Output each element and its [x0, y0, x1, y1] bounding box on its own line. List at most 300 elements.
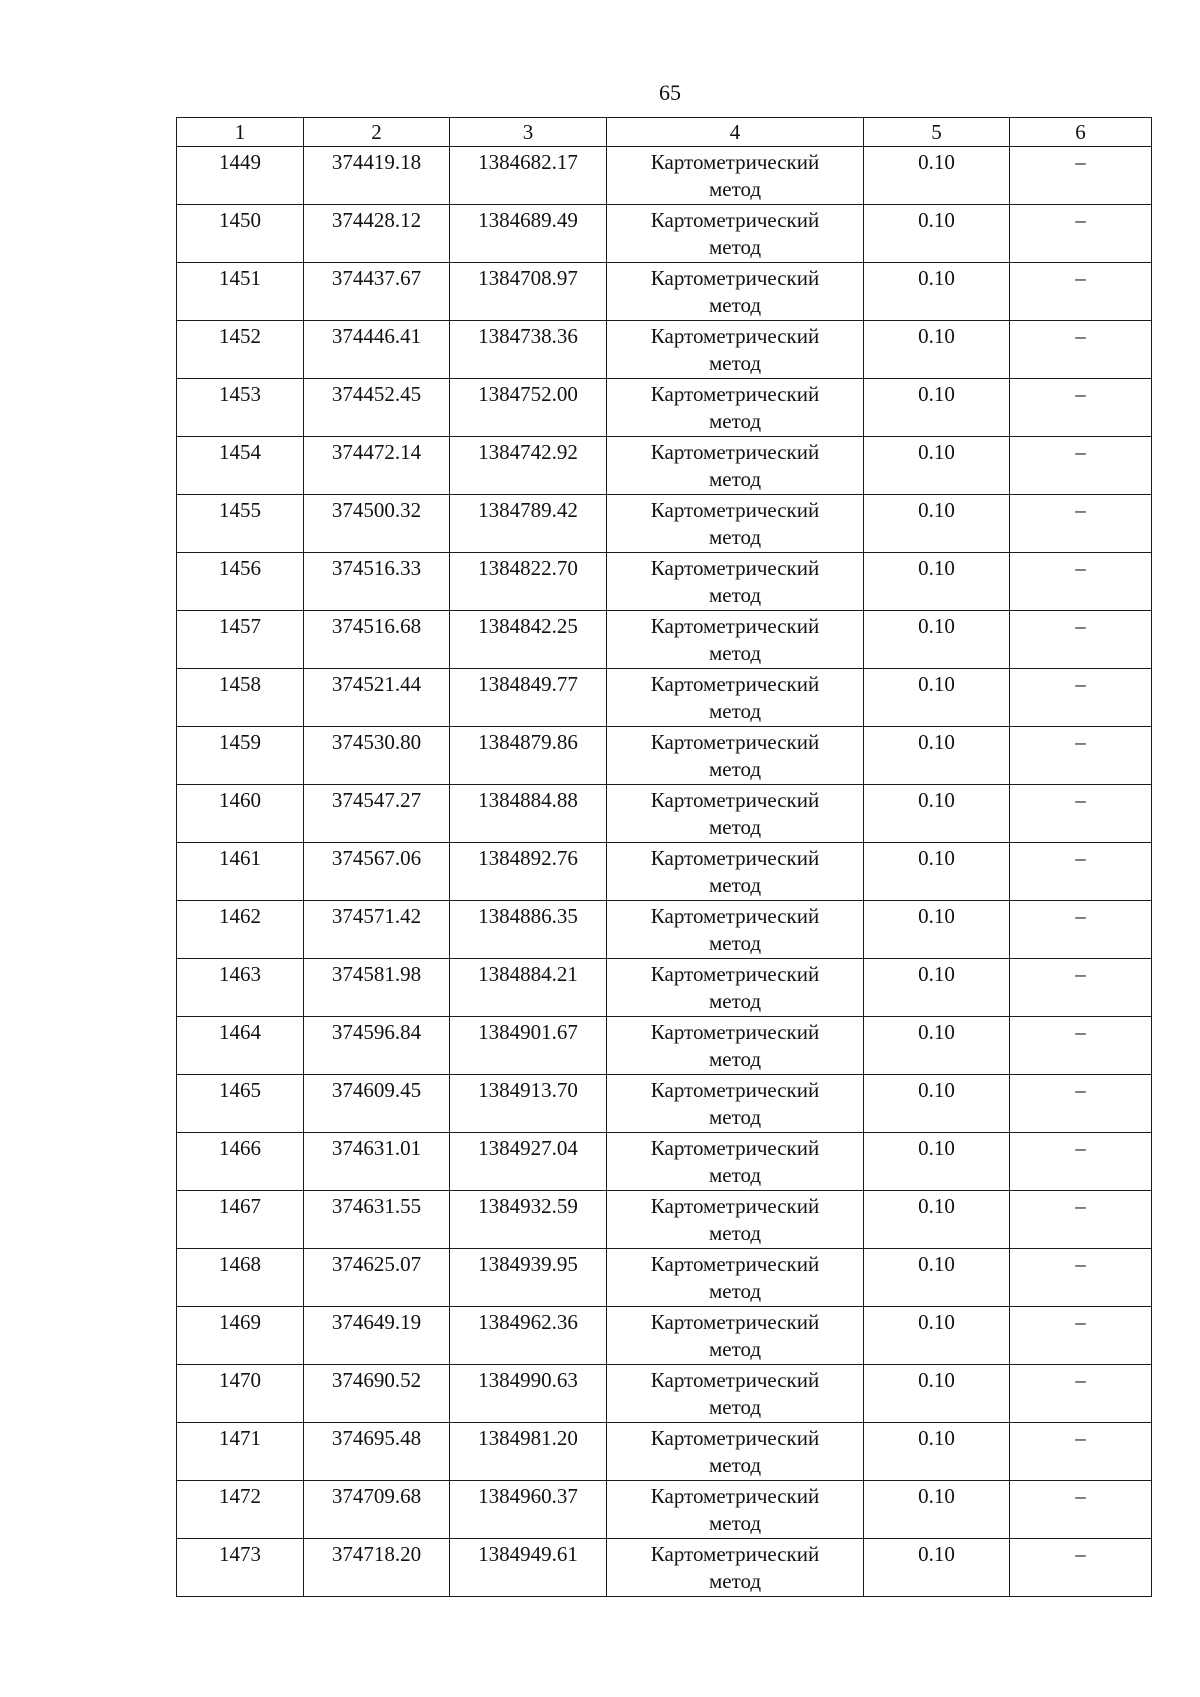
method-line-1: Картометрический: [650, 1426, 820, 1450]
accuracy-cell-text: 0.10: [918, 962, 955, 986]
accuracy-cell: [864, 959, 1010, 1017]
note-cell-text: –: [1075, 208, 1086, 232]
x-coordinate-cell-text: 374437.67: [331, 266, 422, 290]
x-coordinate-cell-text: 374516.68: [331, 614, 422, 638]
y-coordinate-cell-text: 1384738.36: [478, 324, 578, 348]
table-row: [177, 495, 1152, 553]
y-coordinate-cell-text: 1384884.88: [478, 788, 578, 812]
point-number-cell-text: 1450: [219, 208, 261, 232]
accuracy-cell: [864, 321, 1010, 379]
method-cell: [607, 1249, 864, 1307]
note-cell: [1010, 1191, 1152, 1249]
point-number-cell: [177, 1481, 304, 1539]
method-line-2: метод: [708, 1395, 762, 1419]
table-row: [177, 785, 1152, 843]
x-coordinate-cell: [304, 959, 450, 1017]
method-line-2: метод: [708, 699, 762, 723]
method-line-1: Картометрический: [650, 730, 820, 754]
accuracy-cell-text: 0.10: [918, 1252, 955, 1276]
y-coordinate-cell-text: 1384742.92: [478, 440, 578, 464]
x-coordinate-cell-text: 374547.27: [331, 788, 422, 812]
point-number-cell: [177, 1539, 304, 1597]
x-coordinate-cell-text: 374419.18: [331, 150, 422, 174]
point-number-cell-text: 1473: [219, 1542, 261, 1566]
method-line-2: метод: [708, 1047, 762, 1071]
point-number-cell-text: 1466: [219, 1136, 261, 1160]
x-coordinate-cell-text: 374530.80: [331, 730, 422, 754]
y-coordinate-cell-text: 1384752.00: [478, 382, 578, 406]
x-coordinate-cell: [304, 785, 450, 843]
method-line-1: Картометрический: [650, 1252, 820, 1276]
x-coordinate-cell: [304, 321, 450, 379]
method-line-2: метод: [708, 1511, 762, 1535]
accuracy-cell: [864, 1249, 1010, 1307]
method-cell: [607, 379, 864, 437]
column-header-4: 4: [607, 118, 864, 147]
y-coordinate-cell-text: 1384849.77: [478, 672, 578, 696]
method-line-1: Картометрический: [650, 324, 820, 348]
point-number-cell-text: 1469: [219, 1310, 261, 1334]
x-coordinate-cell: [304, 1365, 450, 1423]
x-coordinate-cell: [304, 843, 450, 901]
accuracy-cell-text: 0.10: [918, 614, 955, 638]
x-coordinate-cell: [304, 1249, 450, 1307]
note-cell-text: –: [1075, 1542, 1086, 1566]
table-row: [177, 321, 1152, 379]
note-cell: [1010, 1249, 1152, 1307]
method-line-1: Картометрический: [650, 1368, 820, 1392]
x-coordinate-cell-text: 374631.01: [331, 1136, 422, 1160]
method-cell: [607, 959, 864, 1017]
method-line-2: метод: [708, 1453, 762, 1477]
point-number-cell-text: 1463: [219, 962, 261, 986]
point-number-cell-text: 1451: [219, 266, 261, 290]
x-coordinate-cell: [304, 205, 450, 263]
y-coordinate-cell-text: 1384913.70: [478, 1078, 578, 1102]
note-cell-text: –: [1075, 1310, 1086, 1334]
x-coordinate-cell-text: 374649.19: [331, 1310, 422, 1334]
x-coordinate-cell: [304, 495, 450, 553]
method-line-1: Картометрический: [650, 498, 820, 522]
method-line-2: метод: [708, 757, 762, 781]
y-coordinate-cell-text: 1384960.37: [478, 1484, 578, 1508]
x-coordinate-cell-text: 374631.55: [331, 1194, 422, 1218]
method-line-1: Картометрический: [650, 1542, 820, 1566]
note-cell-text: –: [1075, 1484, 1086, 1508]
note-cell-text: –: [1075, 1368, 1086, 1392]
x-coordinate-cell: [304, 727, 450, 785]
accuracy-cell-text: 0.10: [918, 672, 955, 696]
point-number-cell: [177, 843, 304, 901]
y-coordinate-cell-text: 1384789.42: [478, 498, 578, 522]
table-row: [177, 1133, 1152, 1191]
method-line-2: метод: [708, 351, 762, 375]
method-cell: [607, 147, 864, 205]
accuracy-cell: [864, 843, 1010, 901]
point-number-cell-text: 1462: [219, 904, 261, 928]
y-coordinate-cell-text: 1384927.04: [478, 1136, 578, 1160]
x-coordinate-cell-text: 374472.14: [331, 440, 422, 464]
accuracy-cell: [864, 1423, 1010, 1481]
method-line-2: метод: [708, 873, 762, 897]
accuracy-cell-text: 0.10: [918, 904, 955, 928]
accuracy-cell-text: 0.10: [918, 1020, 955, 1044]
point-number-cell: [177, 611, 304, 669]
table-row: [177, 263, 1152, 321]
method-line-2: метод: [708, 1221, 762, 1245]
note-cell: [1010, 611, 1152, 669]
x-coordinate-cell: [304, 1133, 450, 1191]
y-coordinate-cell: [450, 1539, 607, 1597]
method-line-1: Картометрический: [650, 150, 820, 174]
x-coordinate-cell-text: 374695.48: [331, 1426, 422, 1450]
accuracy-cell: [864, 437, 1010, 495]
note-cell-text: –: [1075, 266, 1086, 290]
note-cell-text: –: [1075, 614, 1086, 638]
y-coordinate-cell: [450, 205, 607, 263]
point-number-cell-text: 1458: [219, 672, 261, 696]
point-number-cell-text: 1470: [219, 1368, 261, 1392]
point-number-cell-text: 1460: [219, 788, 261, 812]
accuracy-cell-text: 0.10: [918, 846, 955, 870]
x-coordinate-cell-text: 374609.45: [331, 1078, 422, 1102]
point-number-cell: [177, 263, 304, 321]
y-coordinate-cell: [450, 1017, 607, 1075]
point-number-cell-text: 1453: [219, 382, 261, 406]
point-number-cell-text: 1472: [219, 1484, 261, 1508]
point-number-cell: [177, 785, 304, 843]
method-line-1: Картометрический: [650, 382, 820, 406]
accuracy-cell-text: 0.10: [918, 1484, 955, 1508]
x-coordinate-cell: [304, 669, 450, 727]
y-coordinate-cell: [450, 321, 607, 379]
note-cell: [1010, 437, 1152, 495]
note-cell-text: –: [1075, 498, 1086, 522]
y-coordinate-cell: [450, 1249, 607, 1307]
note-cell: [1010, 669, 1152, 727]
coordinates-table: [176, 117, 1152, 1597]
point-number-cell-text: 1454: [219, 440, 261, 464]
note-cell: [1010, 1539, 1152, 1597]
table-row: [177, 1191, 1152, 1249]
method-line-1: Картометрический: [650, 440, 820, 464]
accuracy-cell-text: 0.10: [918, 556, 955, 580]
y-coordinate-cell: [450, 959, 607, 1017]
method-cell: [607, 1423, 864, 1481]
accuracy-cell: [864, 553, 1010, 611]
x-coordinate-cell: [304, 1539, 450, 1597]
page-number: 65: [659, 80, 681, 105]
x-coordinate-cell: [304, 1075, 450, 1133]
method-line-1: Картометрический: [650, 962, 820, 986]
method-line-1: Картометрический: [650, 208, 820, 232]
method-line-2: метод: [708, 815, 762, 839]
accuracy-cell-text: 0.10: [918, 1136, 955, 1160]
y-coordinate-cell-text: 1384884.21: [478, 962, 578, 986]
x-coordinate-cell-text: 374596.84: [331, 1020, 422, 1044]
accuracy-cell-text: 0.10: [918, 324, 955, 348]
table-row: [177, 901, 1152, 959]
accuracy-cell: [864, 1481, 1010, 1539]
x-coordinate-cell: [304, 1481, 450, 1539]
method-line-1: Картометрический: [650, 1136, 820, 1160]
point-number-cell: [177, 147, 304, 205]
note-cell: [1010, 205, 1152, 263]
method-cell: [607, 1075, 864, 1133]
x-coordinate-cell-text: 374452.45: [331, 382, 422, 406]
accuracy-cell: [864, 901, 1010, 959]
note-cell-text: –: [1075, 672, 1086, 696]
accuracy-cell: [864, 1075, 1010, 1133]
y-coordinate-cell: [450, 785, 607, 843]
point-number-cell: [177, 495, 304, 553]
accuracy-cell-text: 0.10: [918, 266, 955, 290]
method-line-1: Картометрический: [650, 904, 820, 928]
note-cell-text: –: [1075, 440, 1086, 464]
table-header: [177, 118, 1152, 147]
point-number-cell: [177, 1133, 304, 1191]
y-coordinate-cell: [450, 727, 607, 785]
method-cell: [607, 263, 864, 321]
table-row: [177, 1249, 1152, 1307]
accuracy-cell: [864, 727, 1010, 785]
note-cell-text: –: [1075, 1194, 1086, 1218]
note-cell: [1010, 901, 1152, 959]
point-number-cell: [177, 1423, 304, 1481]
note-cell: [1010, 1075, 1152, 1133]
y-coordinate-cell: [450, 379, 607, 437]
method-cell: [607, 727, 864, 785]
accuracy-cell-text: 0.10: [918, 1078, 955, 1102]
table-row: [177, 1075, 1152, 1133]
method-line-2: метод: [708, 583, 762, 607]
method-line-2: метод: [708, 1337, 762, 1361]
method-line-2: метод: [708, 177, 762, 201]
method-line-1: Картометрический: [650, 266, 820, 290]
y-coordinate-cell-text: 1384689.49: [478, 208, 578, 232]
x-coordinate-cell: [304, 379, 450, 437]
y-coordinate-cell-text: 1384939.95: [478, 1252, 578, 1276]
x-coordinate-cell: [304, 147, 450, 205]
y-coordinate-cell: [450, 263, 607, 321]
accuracy-cell-text: 0.10: [918, 498, 955, 522]
method-line-1: Картометрический: [650, 672, 820, 696]
method-cell: [607, 495, 864, 553]
point-number-cell-text: 1465: [219, 1078, 261, 1102]
point-number-cell-text: 1471: [219, 1426, 261, 1450]
note-cell: [1010, 321, 1152, 379]
note-cell-text: –: [1075, 1020, 1086, 1044]
column-header-1: 1: [177, 118, 304, 147]
note-cell-text: –: [1075, 962, 1086, 986]
accuracy-cell-text: 0.10: [918, 208, 955, 232]
note-cell-text: –: [1075, 150, 1086, 174]
note-cell: [1010, 1017, 1152, 1075]
method-cell: [607, 321, 864, 379]
point-number-cell: [177, 379, 304, 437]
y-coordinate-cell: [450, 1365, 607, 1423]
y-coordinate-cell: [450, 901, 607, 959]
x-coordinate-cell-text: 374690.52: [331, 1368, 422, 1392]
table-row: [177, 1481, 1152, 1539]
y-coordinate-cell: [450, 1307, 607, 1365]
point-number-cell-text: 1449: [219, 150, 261, 174]
table-row: [177, 843, 1152, 901]
note-cell: [1010, 843, 1152, 901]
column-header-3: 3: [450, 118, 607, 147]
point-number-cell-text: 1452: [219, 324, 261, 348]
accuracy-cell: [864, 495, 1010, 553]
point-number-cell: [177, 1307, 304, 1365]
y-coordinate-cell: [450, 437, 607, 495]
table-body: [177, 147, 1152, 1597]
note-cell: [1010, 379, 1152, 437]
method-line-2: метод: [708, 931, 762, 955]
note-cell: [1010, 263, 1152, 321]
x-coordinate-cell-text: 374567.06: [331, 846, 422, 870]
note-cell-text: –: [1075, 730, 1086, 754]
y-coordinate-cell-text: 1384981.20: [478, 1426, 578, 1450]
y-coordinate-cell: [450, 1423, 607, 1481]
note-cell: [1010, 785, 1152, 843]
method-cell: [607, 1133, 864, 1191]
x-coordinate-cell-text: 374709.68: [331, 1484, 422, 1508]
y-coordinate-cell-text: 1384962.36: [478, 1310, 578, 1334]
point-number-cell-text: 1468: [219, 1252, 261, 1276]
point-number-cell-text: 1459: [219, 730, 261, 754]
y-coordinate-cell: [450, 553, 607, 611]
x-coordinate-cell-text: 374521.44: [331, 672, 422, 696]
accuracy-cell: [864, 669, 1010, 727]
method-cell: [607, 669, 864, 727]
x-coordinate-cell-text: 374581.98: [331, 962, 422, 986]
point-number-cell-text: 1467: [219, 1194, 261, 1218]
accuracy-cell-text: 0.10: [918, 1426, 955, 1450]
method-line-2: метод: [708, 525, 762, 549]
accuracy-cell: [864, 263, 1010, 321]
x-coordinate-cell: [304, 611, 450, 669]
x-coordinate-cell: [304, 901, 450, 959]
x-coordinate-cell-text: 374500.32: [331, 498, 422, 522]
y-coordinate-cell-text: 1384932.59: [478, 1194, 578, 1218]
method-cell: [607, 1481, 864, 1539]
point-number-cell: [177, 669, 304, 727]
x-coordinate-cell: [304, 263, 450, 321]
accuracy-cell-text: 0.10: [918, 1310, 955, 1334]
accuracy-cell-text: 0.10: [918, 150, 955, 174]
note-cell-text: –: [1075, 1426, 1086, 1450]
x-coordinate-cell: [304, 437, 450, 495]
method-line-1: Картометрический: [650, 1484, 820, 1508]
y-coordinate-cell: [450, 1075, 607, 1133]
method-line-1: Картометрический: [650, 1020, 820, 1044]
note-cell: [1010, 1307, 1152, 1365]
table-row: [177, 1307, 1152, 1365]
point-number-cell: [177, 1249, 304, 1307]
method-cell: [607, 1307, 864, 1365]
method-cell: [607, 1539, 864, 1597]
x-coordinate-cell: [304, 1191, 450, 1249]
method-line-2: метод: [708, 235, 762, 259]
method-line-2: метод: [708, 1163, 762, 1187]
note-cell-text: –: [1075, 1252, 1086, 1276]
method-line-1: Картометрический: [650, 1310, 820, 1334]
y-coordinate-cell-text: 1384990.63: [478, 1368, 578, 1392]
table-row: [177, 1017, 1152, 1075]
note-cell: [1010, 147, 1152, 205]
method-cell: [607, 1191, 864, 1249]
header-row: [177, 118, 1152, 147]
method-cell: [607, 205, 864, 263]
method-line-2: метод: [708, 409, 762, 433]
accuracy-cell-text: 0.10: [918, 1368, 955, 1392]
x-coordinate-cell: [304, 1423, 450, 1481]
column-header-6: 6: [1010, 118, 1152, 147]
method-cell: [607, 1017, 864, 1075]
y-coordinate-cell-text: 1384901.67: [478, 1020, 578, 1044]
point-number-cell-text: 1461: [219, 846, 261, 870]
method-line-2: метод: [708, 467, 762, 491]
y-coordinate-cell-text: 1384949.61: [478, 1542, 578, 1566]
note-cell: [1010, 553, 1152, 611]
note-cell-text: –: [1075, 1078, 1086, 1102]
method-cell: [607, 901, 864, 959]
x-coordinate-cell-text: 374571.42: [331, 904, 422, 928]
note-cell: [1010, 959, 1152, 1017]
point-number-cell: [177, 727, 304, 785]
y-coordinate-cell: [450, 611, 607, 669]
point-number-cell: [177, 437, 304, 495]
point-number-cell: [177, 1075, 304, 1133]
accuracy-cell-text: 0.10: [918, 788, 955, 812]
y-coordinate-cell-text: 1384682.17: [478, 150, 578, 174]
y-coordinate-cell-text: 1384822.70: [478, 556, 578, 580]
accuracy-cell-text: 0.10: [918, 382, 955, 406]
method-cell: [607, 611, 864, 669]
point-number-cell: [177, 205, 304, 263]
method-line-1: Картометрический: [650, 788, 820, 812]
point-number-cell-text: 1455: [219, 498, 261, 522]
accuracy-cell: [864, 147, 1010, 205]
method-line-1: Картометрический: [650, 1078, 820, 1102]
note-cell: [1010, 1133, 1152, 1191]
x-coordinate-cell: [304, 553, 450, 611]
method-cell: [607, 437, 864, 495]
column-header-5: 5: [864, 118, 1010, 147]
point-number-cell: [177, 1017, 304, 1075]
point-number-cell: [177, 901, 304, 959]
method-line-2: метод: [708, 1569, 762, 1593]
table-row: [177, 959, 1152, 1017]
table-row: [177, 553, 1152, 611]
accuracy-cell-text: 0.10: [918, 440, 955, 464]
y-coordinate-cell: [450, 1133, 607, 1191]
accuracy-cell: [864, 1307, 1010, 1365]
table-row: [177, 1423, 1152, 1481]
y-coordinate-cell: [450, 1191, 607, 1249]
method-line-2: метод: [708, 1105, 762, 1129]
note-cell: [1010, 1481, 1152, 1539]
table-row: [177, 1365, 1152, 1423]
method-line-1: Картометрический: [650, 846, 820, 870]
accuracy-cell: [864, 205, 1010, 263]
point-number-cell: [177, 321, 304, 379]
point-number-cell-text: 1456: [219, 556, 261, 580]
method-line-2: метод: [708, 1279, 762, 1303]
y-coordinate-cell-text: 1384892.76: [478, 846, 578, 870]
y-coordinate-cell-text: 1384708.97: [478, 266, 578, 290]
note-cell-text: –: [1075, 382, 1086, 406]
